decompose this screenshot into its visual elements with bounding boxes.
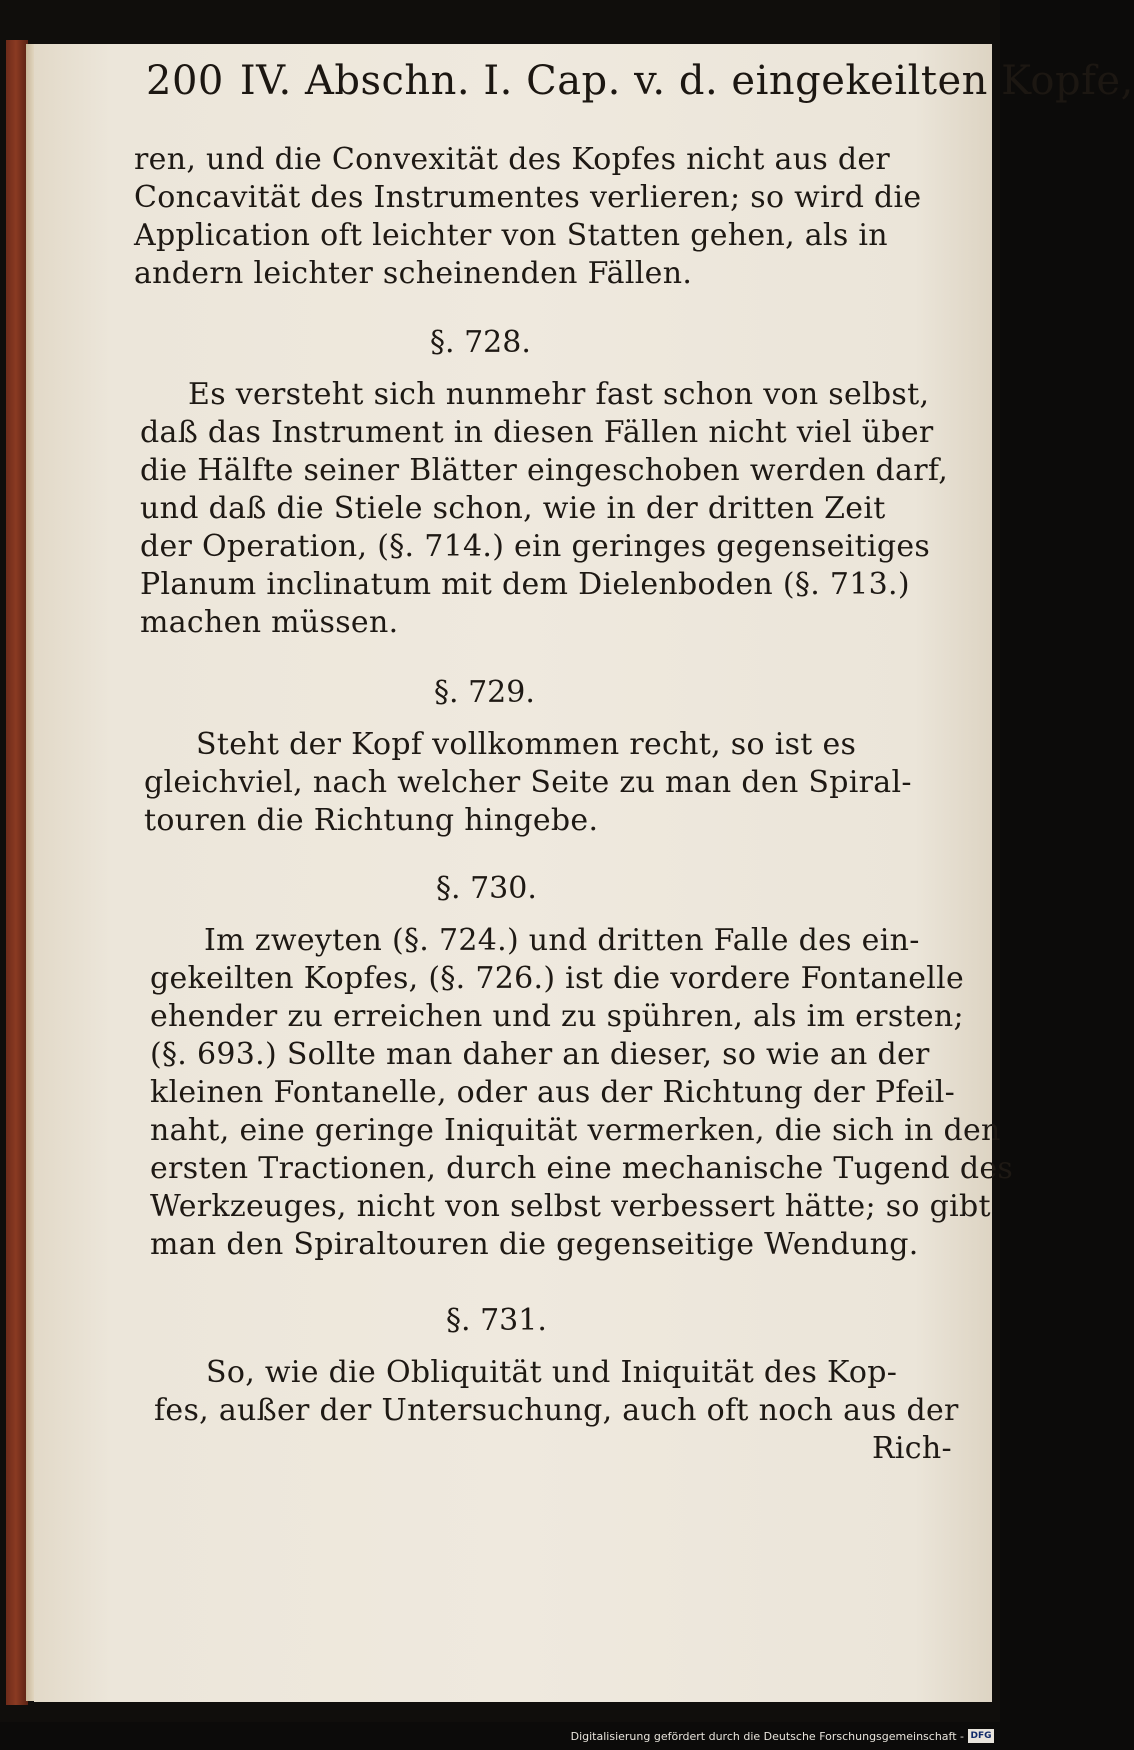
text-line: machen müssen.: [140, 605, 399, 640]
footer-bar: [0, 1722, 1000, 1750]
section-heading: §. 728.: [430, 325, 531, 360]
text-line: gleichviel, nach welcher Seite zu man den Spiral-: [144, 765, 912, 800]
text-line: Application oft leichter von Statten gehen, als in: [134, 218, 888, 253]
section-heading: §. 730.: [436, 871, 537, 906]
text-line: man den Spiraltouren die gegenseitige Wendung.: [150, 1227, 919, 1262]
running-head-title: IV. Abschn. I. Cap. v. d. eingekeilten Kopfe,: [239, 58, 1134, 104]
footer-credit: Digitalisierung gefördert durch die Deutsche Forschungsgemeinschaft -: [570, 1730, 964, 1743]
text-line: andern leichter scheinenden Fällen.: [134, 256, 693, 291]
text-line: und daß die Stiele schon, wie in der dritten Zeit: [140, 491, 886, 526]
text-line: daß das Instrument in diesen Fällen nicht viel über: [140, 415, 934, 450]
section-heading: §. 729.: [434, 675, 535, 710]
text-line: Im zweyten (§. 724.) und dritten Falle des ein-: [204, 923, 920, 958]
text-line: fes, außer der Untersuchung, auch oft noch aus der: [154, 1393, 959, 1428]
text-line: Concavität des Instrumentes verlieren; so wird die: [134, 180, 922, 215]
text-line: ersten Tractionen, durch eine mechanische Tugend des: [150, 1151, 1014, 1186]
page-number: 200: [146, 58, 224, 104]
book-binding: [6, 40, 28, 1705]
text-line: (§. 693.) Sollte man daher an dieser, so wie an der: [150, 1037, 930, 1072]
text-line: Planum inclinatum mit dem Dielenboden (§. 713.): [140, 567, 910, 602]
text-line: Es versteht sich nunmehr fast schon von selbst,: [188, 377, 930, 412]
text-line: die Hälfte seiner Blätter eingeschoben werden darf,: [140, 453, 949, 488]
text-line: gekeilten Kopfes, (§. 726.) ist die vordere Fontanelle: [150, 961, 965, 996]
text-line: naht, eine geringe Iniquität vermerken, die sich in den: [150, 1113, 1001, 1148]
text-line: Steht der Kopf vollkommen recht, so ist es: [196, 727, 857, 762]
text-line: ehender zu erreichen und zu spühren, als im ersten;: [150, 999, 964, 1034]
dfg-logo-icon: DFG: [968, 1729, 994, 1743]
catchword: Rich-: [872, 1431, 952, 1466]
running-head: [146, 58, 1134, 104]
section-heading: §. 731.: [446, 1303, 547, 1338]
text-line: der Operation, (§. 714.) ein geringes gegenseitiges: [140, 529, 931, 564]
text-line: touren die Richtung hingebe.: [144, 803, 599, 838]
text-line: ren, und die Convexität des Kopfes nicht aus der: [134, 142, 891, 177]
text-line: kleinen Fontanelle, oder aus der Richtung der Pfeil-: [150, 1075, 956, 1110]
text-line: So, wie die Obliquität und Iniquität des Kop-: [206, 1355, 898, 1390]
text-line: Werkzeuges, nicht von selbst verbessert hätte; so gibt: [150, 1189, 991, 1224]
book-page: [34, 44, 1134, 1702]
